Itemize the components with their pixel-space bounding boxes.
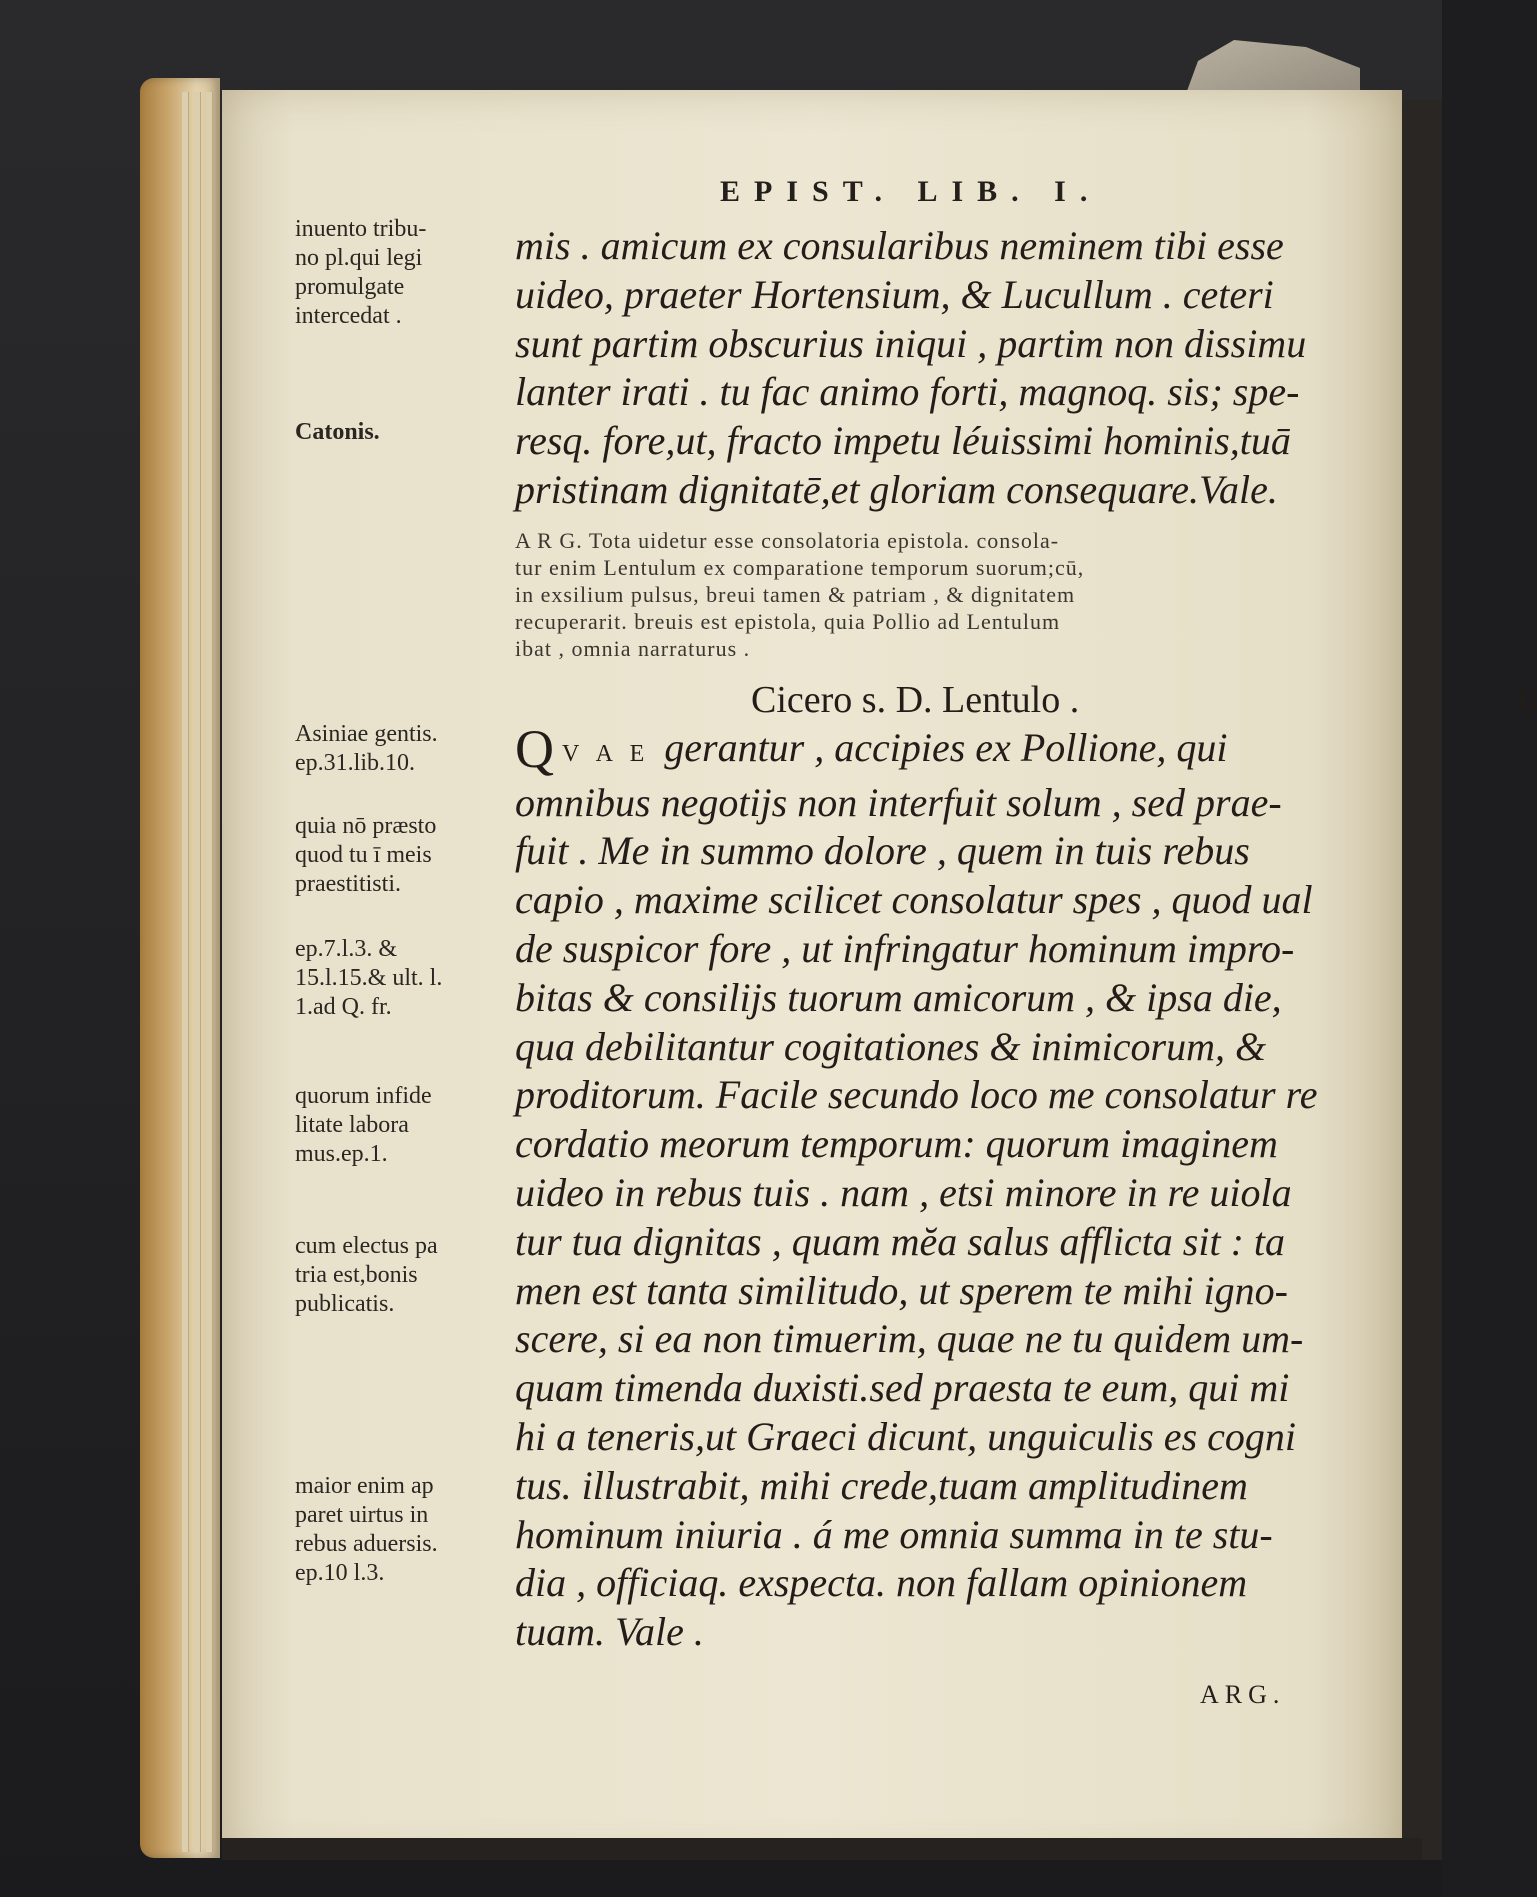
text-line: resq. fore,ut, fracto impetu léuissimi hominis,tuā [515, 418, 1291, 464]
argument-line: A R G. Tota uidetur esse consolatoria epistola. consola- [515, 527, 1060, 553]
text-line: bitas & consilijs tuorum amicorum , & ipsa die, [515, 974, 1282, 1020]
text-line: cordatio meorum temporum: quorum imaginem [515, 1121, 1278, 1167]
main-text-column [515, 222, 1537, 1657]
margin-note-line: no pl.qui legi [295, 245, 423, 271]
text-line: uideo, praeter Hortensium, & Lucullum . ceteri [515, 271, 1274, 317]
margin-note [295, 1472, 500, 1588]
margin-note-line: inuento tribu- [295, 216, 427, 242]
text-line: qua debilitantur cogitationes & inimicorum, & [515, 1023, 1267, 1069]
page-edge [206, 92, 213, 1852]
opening-small-caps: V A E [562, 740, 651, 767]
argument-block [515, 527, 1315, 662]
letter-heading [515, 676, 1537, 724]
text-line: capio , maxime scilicet consolatur spes , quod ual [515, 877, 1313, 923]
text-line: fuit . Me in summo dolore , quem in tuis rebus [515, 828, 1250, 874]
margin-note-line: quod tu ī meis [295, 842, 432, 868]
margin-note-line: 15.l.15.& ult. l. [295, 965, 443, 991]
page-edge [182, 92, 189, 1852]
margin-note [295, 1082, 500, 1169]
margin-note-line: Asiniae gentis. [295, 721, 438, 747]
argument-line: ibat , omnia narraturus . [515, 635, 751, 661]
margin-note-line: Catonis. [295, 419, 380, 445]
letter-number: 6 [1518, 678, 1537, 721]
page-edge [194, 92, 201, 1852]
text-line: quam timenda duxisti.sed praesta te eum, qui mi [515, 1365, 1290, 1411]
text-line: sunt partim obscurius iniqui , partim non dissimu [515, 320, 1307, 366]
text-line: lanter irati . tu fac animo forti, magnoq. sis; spe- [515, 369, 1300, 415]
margin-note-line: quia nō præsto [295, 813, 437, 839]
margin-note-line: quorum infide [295, 1083, 432, 1109]
margin-note-line: 1.ad Q. fr. [295, 994, 392, 1020]
margin-note [295, 812, 500, 899]
margin-note-line: litate labora [295, 1112, 409, 1138]
margin-note-line: ep.10 l.3. [295, 1560, 385, 1586]
margin-note-line: cum electus pa [295, 1233, 438, 1259]
letter-opening-line [515, 718, 1315, 779]
text-line: mis . amicum ex consularibus neminem tibi esse [515, 223, 1284, 268]
text-line: tur tua dignitas , quam mĕa salus afflicta sit : ta [515, 1218, 1286, 1264]
margin-note-line: maior enim ap [295, 1473, 434, 1499]
text-line: uideo in rebus tuis . nam , etsi minore in re uiola [515, 1169, 1292, 1215]
facing-page-shadow [1402, 100, 1442, 1860]
margin-note-line: intercedat . [295, 303, 402, 329]
text-line: proditorum. Facile secundo loco me consolatur re [515, 1072, 1318, 1118]
text-line: hominum iniuria . á me omnia summa in te stu- [515, 1511, 1273, 1557]
text-line: men est tanta similitudo, ut sperem te mihi igno- [515, 1267, 1288, 1313]
text-line: scere, si ea non timuerim, quae ne tu quidem um- [515, 1316, 1304, 1362]
argument-line: tur enim Lentulum ex comparatione temporum suorum;cū, [515, 554, 1085, 580]
text-line: omnibus negotijs non interfuit solum , sed prae- [515, 779, 1282, 825]
drop-cap: Q [515, 718, 554, 779]
text-line: tus. illustrabit, mihi crede,tuam amplitudinem [515, 1462, 1248, 1508]
margin-note [295, 215, 500, 331]
argument-line: in exsilium pulsus, breui tamen & patriam , & dignitatem [515, 581, 1076, 607]
text-line: de suspicor fore , ut infringatur hominum impro- [515, 925, 1295, 971]
margin-note-line: rebus aduersis. [295, 1531, 438, 1557]
margin-note-line: praestitisti. [295, 871, 401, 897]
margin-note [295, 935, 500, 1022]
margin-note [295, 418, 500, 447]
text-line: tuam. Vale . [515, 1609, 704, 1655]
running-head: EPIST. LIB. I. [720, 175, 1102, 208]
margin-note-line: ep.7.l.3. & [295, 936, 397, 962]
text-line: dia , officiaq. exspecta. non fallam opinionem [515, 1560, 1248, 1606]
margin-note-line: promulgate [295, 274, 405, 300]
text-line: pristinam dignitatē,et gloriam consequare.Vale. [515, 466, 1278, 512]
catchword: ARG. [1200, 1680, 1286, 1709]
text-line: hi a teneris,ut Graeci dicunt, unguiculis es cogni [515, 1413, 1296, 1459]
margin-note-line: mus.ep.1. [295, 1141, 388, 1167]
margin-note-line: publicatis. [295, 1291, 395, 1317]
margin-note [295, 1232, 500, 1319]
margin-note-line: ep.31.lib.10. [295, 750, 415, 776]
argument-line: recuperarit. breuis est epistola, quia Pollio ad Lentulum [515, 608, 1061, 634]
opening-text: gerantur , accipies ex Pollione, qui [664, 724, 1228, 770]
margin-note-line: paret uirtus in [295, 1502, 429, 1528]
page-bottom-shadow [222, 1838, 1422, 1860]
margin-note-line: tria est,bonis [295, 1262, 418, 1288]
margin-note [295, 720, 500, 778]
letter-title: Cicero s. D. Lentulo . [751, 678, 1080, 721]
